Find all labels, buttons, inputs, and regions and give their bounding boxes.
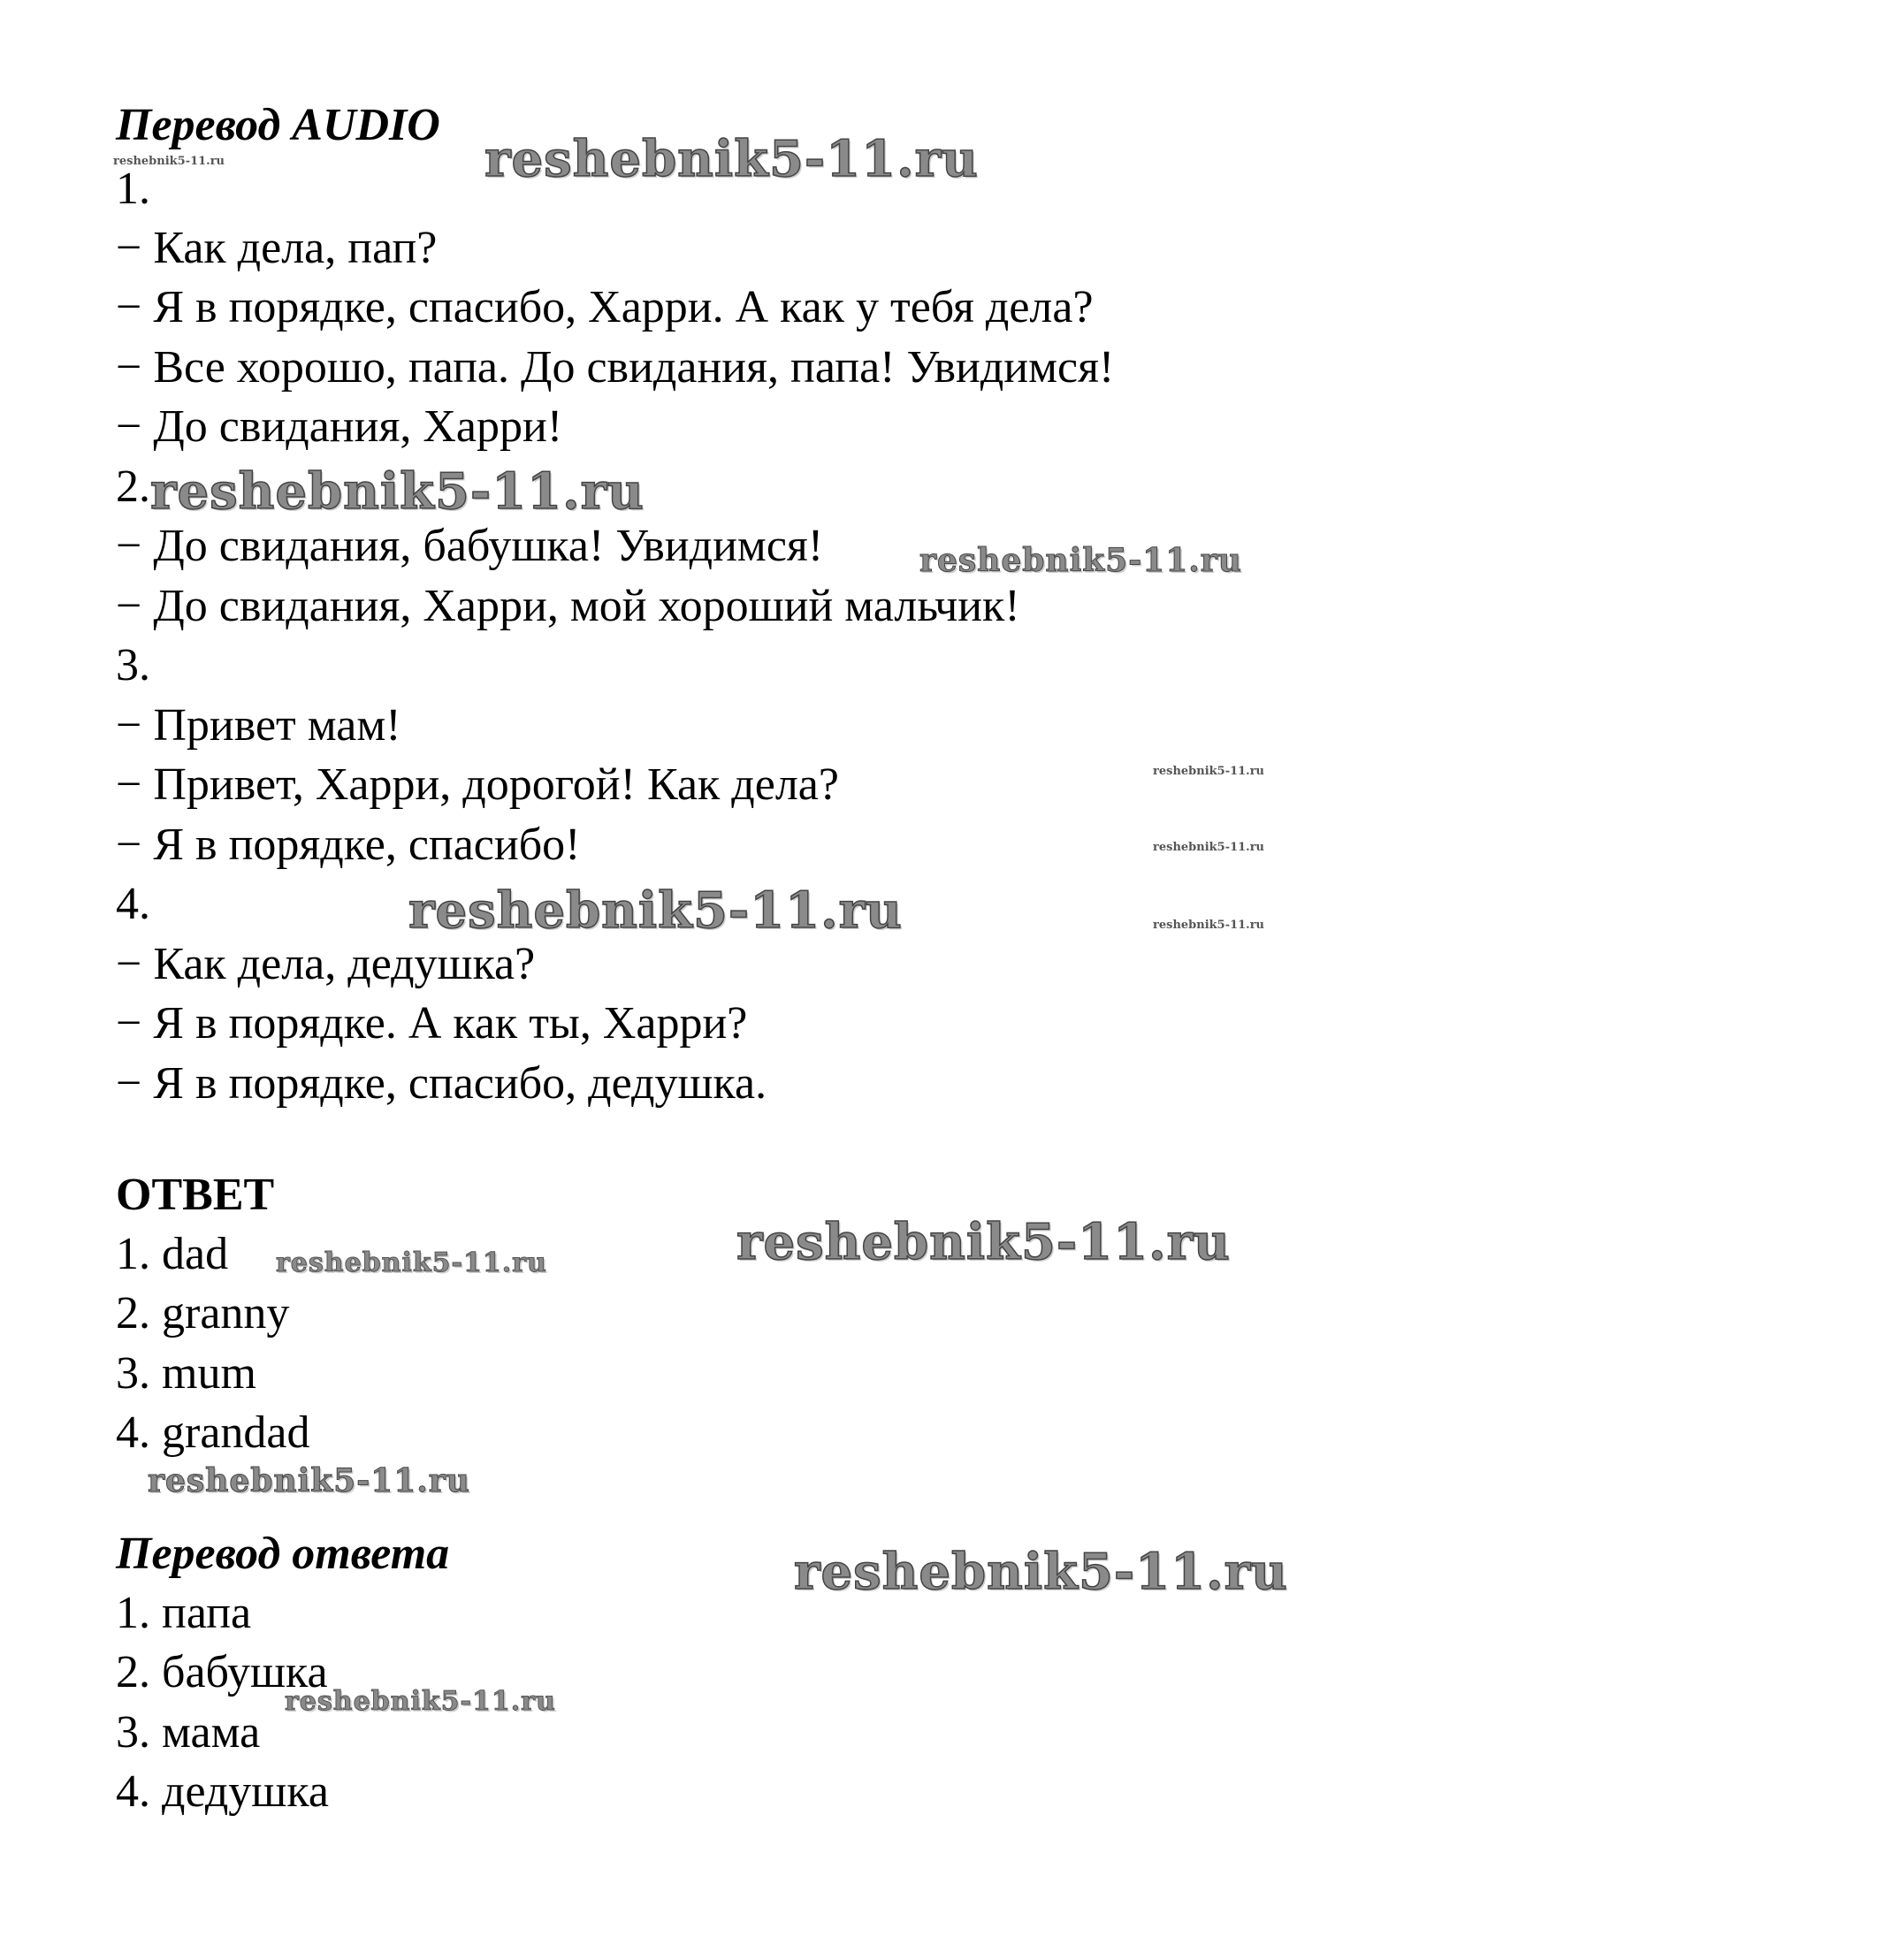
dialogue-3-line-2: − Привет, Харри, дорогой! Как дела?	[116, 759, 839, 810]
dialogue-4-number: 4.	[116, 879, 150, 929]
watermark: reshebnik5-11.ru	[276, 1247, 547, 1278]
watermark: reshebnik5-11.ru	[1153, 765, 1265, 778]
watermark: reshebnik5-11.ru	[285, 1686, 556, 1717]
dialogue-2-line-1: − До свидания, бабушка! Увидимся!	[116, 521, 824, 571]
dialogue-1-line-1: − Как дела, пап?	[116, 223, 438, 273]
answer-translation-item-1: 1. папа	[116, 1588, 252, 1638]
answer-translation-item-2: 2. бабушка	[116, 1647, 328, 1697]
answer-heading: ОТВЕТ	[116, 1170, 275, 1220]
answer-translation-item-3: 3. мама	[116, 1707, 261, 1758]
dialogue-4-line-1: − Как дела, дедушка?	[116, 939, 536, 989]
answer-item-3: 3. mum	[116, 1348, 256, 1399]
dialogue-1-line-2: − Я в порядке, спасибо, Харри. А как у тебя дела?	[116, 282, 1094, 332]
watermark: reshebnik5-11.ru	[919, 542, 1242, 579]
answer-translation-heading: Перевод ответа	[116, 1529, 450, 1579]
watermark: reshebnik5-11.ru	[113, 155, 225, 168]
dialogue-1-number: 1.	[116, 164, 150, 214]
dialogue-1-line-3: − Все хорошо, папа. До свидания, папа! Увидимся!	[116, 342, 1115, 393]
watermark: reshebnik5-11.ru	[150, 462, 645, 521]
answer-item-2: 2. granny	[116, 1288, 290, 1338]
dialogue-2-line-2: − До свидания, Харри, мой хороший мальчик!	[116, 581, 1020, 631]
watermark: reshebnik5-11.ru	[408, 881, 903, 940]
dialogue-3-line-3: − Я в порядке, спасибо!	[116, 820, 581, 870]
watermark: reshebnik5-11.ru	[484, 130, 979, 188]
watermark: reshebnik5-11.ru	[1153, 919, 1265, 932]
dialogue-2-number: 2.	[116, 461, 150, 512]
watermark: reshebnik5-11.ru	[1153, 841, 1265, 854]
answer-item-4: 4. grandad	[116, 1407, 310, 1458]
dialogue-3-line-1: − Привет мам!	[116, 700, 401, 751]
audio-heading: Перевод AUDIO	[116, 100, 440, 150]
watermark: reshebnik5-11.ru	[148, 1462, 470, 1499]
watermark: reshebnik5-11.ru	[794, 1543, 1288, 1601]
dialogue-1-line-4: − До свидания, Харри!	[116, 401, 563, 452]
watermark: reshebnik5-11.ru	[736, 1213, 1231, 1271]
dialogue-4-line-2: − Я в порядке. А как ты, Харри?	[116, 998, 748, 1049]
dialogue-3-number: 3.	[116, 640, 150, 690]
answer-translation-item-4: 4. дедушка	[116, 1766, 329, 1817]
dialogue-4-line-3: − Я в порядке, спасибо, дедушка.	[116, 1058, 767, 1109]
answer-item-1: 1. dad	[116, 1229, 229, 1279]
